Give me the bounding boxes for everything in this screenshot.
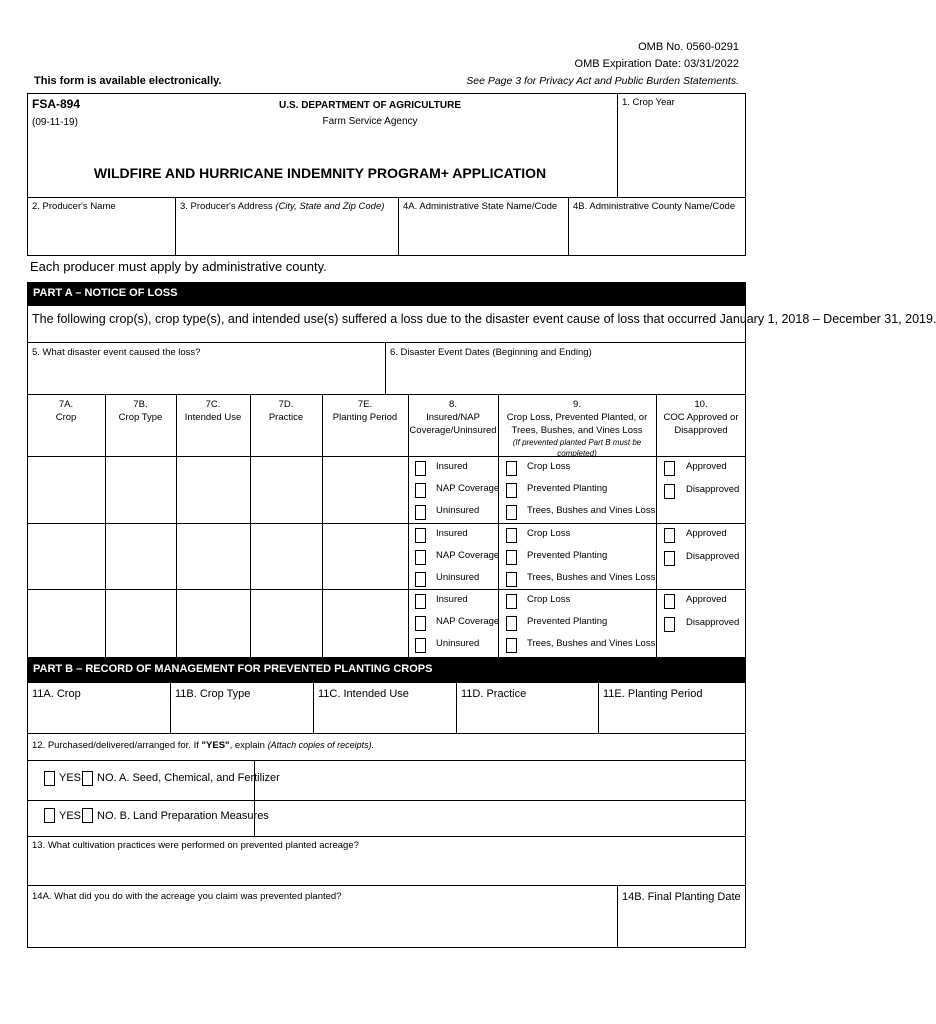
q12a-no-checkbox[interactable] xyxy=(82,771,93,786)
practice-11d-field[interactable] xyxy=(457,704,597,733)
col-7a-header: 7A. Crop xyxy=(55,399,77,423)
planting-period-7e-field[interactable] xyxy=(323,524,408,589)
agency: Farm Service Agency xyxy=(322,116,418,127)
coverage-option-label: Uninsured xyxy=(436,638,480,649)
q12a-no-label: NO. A. Seed, Chemical, and Fertilizer xyxy=(97,772,280,784)
planting-period-11e-label: 11E. Planting Period xyxy=(603,688,703,700)
coverage-checkbox[interactable] xyxy=(415,550,426,565)
producer-address-label: 3. Producer's Address xyxy=(180,201,273,212)
q14a-label: 14A. What did you do with the acreage you claim was prevented planted? xyxy=(32,891,342,902)
crop-type-7b-field[interactable] xyxy=(106,524,176,589)
q14b-label: 14B. Final Planting Date xyxy=(622,891,741,903)
planting-period-7e-field[interactable] xyxy=(323,457,408,522)
intended-use-7c-field[interactable] xyxy=(177,590,250,655)
col-10-header: 10. COC Approved or Disapproved xyxy=(663,399,739,436)
coc-decision-checkbox[interactable] xyxy=(664,461,675,476)
disaster-dates-field[interactable] xyxy=(386,360,745,394)
coverage-checkbox[interactable] xyxy=(415,594,426,609)
loss-type-option-label: Prevented Planting xyxy=(527,483,608,494)
producer-name-field[interactable] xyxy=(28,215,174,255)
col-8-header: 8. Insured/NAP Coverage/Uninsured xyxy=(409,399,497,436)
q14b-field[interactable] xyxy=(618,905,745,947)
q12b-yes-checkbox[interactable] xyxy=(44,808,55,823)
q12a-yes-checkbox[interactable] xyxy=(44,771,55,786)
form-title: WILDFIRE AND HURRICANE INDEMNITY PROGRAM+ APPLICATION xyxy=(93,165,547,181)
coverage-option-label: NAP Coverage xyxy=(436,616,500,627)
coverage-checkbox[interactable] xyxy=(415,616,426,631)
q5-label: 5. What disaster event caused the loss? xyxy=(32,347,201,358)
coverage-checkbox[interactable] xyxy=(415,638,426,653)
admin-state-label: 4A. Administrative State Name/Code xyxy=(403,201,558,212)
coverage-checkbox[interactable] xyxy=(415,528,426,543)
loss-type-checkbox[interactable] xyxy=(506,528,517,543)
admin-state-field[interactable] xyxy=(399,215,567,255)
col-7b-header: 7B. Crop Type xyxy=(118,399,163,423)
q12a-yes-label: YES xyxy=(59,772,82,784)
loss-type-checkbox[interactable] xyxy=(506,550,517,565)
practice-7d-field[interactable] xyxy=(251,524,322,589)
planting-period-7e-field[interactable] xyxy=(323,590,408,655)
admin-county-field[interactable] xyxy=(569,215,745,255)
coverage-option-label: NAP Coverage xyxy=(436,550,500,561)
coc-decision-option-label: Disapproved xyxy=(686,484,740,495)
q12b-explain-field[interactable] xyxy=(255,801,745,836)
loss-type-checkbox[interactable] xyxy=(506,638,517,653)
crop-type-11b-field[interactable] xyxy=(171,704,312,733)
q6-label: 6. Disaster Event Dates (Beginning and Ending) xyxy=(390,347,592,358)
crop-11a-label: 11A. Crop xyxy=(32,688,81,700)
coverage-option-label: Uninsured xyxy=(436,505,480,516)
part-a-statement: The following crop(s), crop type(s), and intended use(s) suffered a loss due to the disaster event cause of loss that occurred January 1, 2018 – December 31, 2019. xyxy=(32,312,936,326)
crop-type-11b-label: 11B. Crop Type xyxy=(175,688,251,700)
omb-number: OMB No. 0560-0291 xyxy=(638,41,739,53)
coc-decision-checkbox[interactable] xyxy=(664,594,675,609)
loss-type-option-label: Trees, Bushes and Vines Loss xyxy=(527,572,656,583)
part-a-heading: PART A – NOTICE OF LOSS xyxy=(27,282,746,305)
q14a-field[interactable] xyxy=(28,905,616,947)
crop-year-field[interactable] xyxy=(622,115,740,193)
coverage-checkbox[interactable] xyxy=(415,572,426,587)
loss-type-checkbox[interactable] xyxy=(506,505,517,520)
q12b-yes-label: YES xyxy=(59,810,82,822)
loss-type-option-label: Crop Loss xyxy=(527,528,571,539)
disaster-event-field[interactable] xyxy=(28,360,384,394)
coverage-checkbox[interactable] xyxy=(415,461,426,476)
form-date: (09-11-19) xyxy=(32,117,78,128)
intended-use-11c-field[interactable] xyxy=(314,704,455,733)
practice-11d-label: 11D. Practice xyxy=(461,688,527,700)
intended-use-7c-field[interactable] xyxy=(177,524,250,589)
crop-year-label: 1. Crop Year xyxy=(622,97,675,108)
crop-type-7b-field[interactable] xyxy=(106,590,176,655)
coc-decision-option-label: Approved xyxy=(686,461,727,472)
coverage-option-label: Insured xyxy=(436,528,468,539)
coverage-option-label: Uninsured xyxy=(436,572,480,583)
loss-type-checkbox[interactable] xyxy=(506,572,517,587)
coc-decision-checkbox[interactable] xyxy=(664,528,675,543)
q13-field[interactable] xyxy=(28,854,745,885)
crop-type-7b-field[interactable] xyxy=(106,457,176,522)
loss-type-checkbox[interactable] xyxy=(506,483,517,498)
coverage-option-label: Insured xyxy=(436,461,468,472)
coverage-option-label: Insured xyxy=(436,594,468,605)
practice-7d-field[interactable] xyxy=(251,590,322,655)
admin-county-label: 4B. Administrative County Name/Code xyxy=(573,201,736,212)
q12b-no-checkbox[interactable] xyxy=(82,808,93,823)
q12-label: 12. Purchased/delivered/arranged for. If "YES", explain (Attach copies of receipts). xyxy=(32,740,375,751)
q13-label: 13. What cultivation practices were performed on prevented planted acreage? xyxy=(32,840,359,851)
intended-use-11c-label: 11C. Intended Use xyxy=(318,688,409,700)
producer-name-label: 2. Producer's Name xyxy=(32,201,116,212)
q12b-no-label: NO. B. Land Preparation Measures xyxy=(97,810,269,822)
loss-type-option-label: Prevented Planting xyxy=(527,550,608,561)
coc-decision-option-label: Disapproved xyxy=(686,617,740,628)
q12a-explain-field[interactable] xyxy=(255,761,745,799)
loss-type-option-label: Trees, Bushes and Vines Loss xyxy=(527,505,656,516)
coverage-option-label: NAP Coverage xyxy=(436,483,500,494)
loss-type-checkbox[interactable] xyxy=(506,616,517,631)
practice-7d-field[interactable] xyxy=(251,457,322,522)
electronic-note: This form is available electronically. xyxy=(34,75,222,87)
omb-expiration: OMB Expiration Date: 03/31/2022 xyxy=(574,58,739,70)
form-id: FSA-894 xyxy=(32,97,81,111)
loss-type-checkbox[interactable] xyxy=(506,594,517,609)
coc-decision-option-label: Approved xyxy=(686,594,727,605)
loss-type-option-label: Crop Loss xyxy=(527,594,571,605)
crop-7a-field[interactable] xyxy=(28,524,105,589)
col-7e-header: 7E. Planting Period xyxy=(332,399,398,423)
coc-decision-checkbox[interactable] xyxy=(664,484,675,499)
coc-decision-checkbox[interactable] xyxy=(664,551,675,566)
crop-7a-field[interactable] xyxy=(28,590,105,655)
col-7d-header: 7D. Practice xyxy=(268,399,304,423)
col-7c-header: 7C. Intended Use xyxy=(184,399,242,423)
coverage-checkbox[interactable] xyxy=(415,483,426,498)
producer-address-hint: (City, State and Zip Code) xyxy=(275,201,385,212)
department: U.S. DEPARTMENT OF AGRICULTURE xyxy=(278,100,462,111)
col-9-header: 9. Crop Loss, Prevented Planted, or Trees, Bushes, and Vines Loss (If prevented planted Part B must be completed) xyxy=(506,399,648,458)
crop-7a-field[interactable] xyxy=(28,457,105,522)
loss-type-checkbox[interactable] xyxy=(506,461,517,476)
producer-note: Each producer must apply by administrative county. xyxy=(30,259,327,274)
loss-type-option-label: Prevented Planting xyxy=(527,616,608,627)
crop-11a-field[interactable] xyxy=(28,704,169,733)
part-b-heading: PART B – RECORD OF MANAGEMENT FOR PREVENTED PLANTING CROPS xyxy=(27,658,746,682)
coc-decision-checkbox[interactable] xyxy=(664,617,675,632)
coc-decision-option-label: Approved xyxy=(686,528,727,539)
loss-type-option-label: Trees, Bushes and Vines Loss xyxy=(527,638,656,649)
intended-use-7c-field[interactable] xyxy=(177,457,250,522)
loss-type-option-label: Crop Loss xyxy=(527,461,571,472)
coverage-checkbox[interactable] xyxy=(415,505,426,520)
planting-period-11e-field[interactable] xyxy=(599,704,745,733)
producer-address-field[interactable] xyxy=(176,215,397,255)
coc-decision-option-label: Disapproved xyxy=(686,551,740,562)
privacy-note: See Page 3 for Privacy Act and Public Burden Statements. xyxy=(466,75,739,87)
